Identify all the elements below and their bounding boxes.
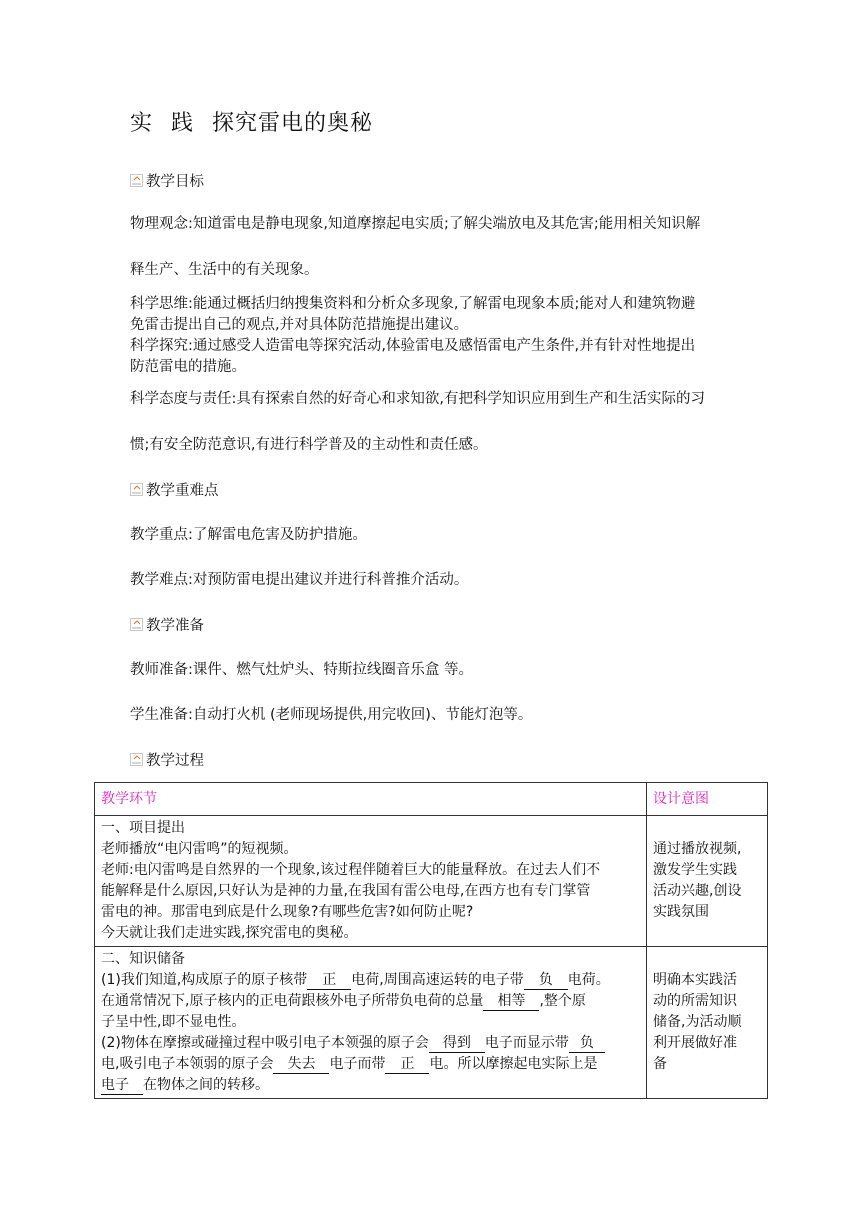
title-part-2: 践 [171,111,195,136]
small-document-icon [130,753,144,767]
key-point-focus: 教学重点:了解雷电危害及防护措施。 [130,527,367,543]
intent-cell-project [647,816,768,947]
header-stage [95,783,647,816]
fill-blank: 正 [307,971,351,990]
fill-blank: 负 [524,971,568,990]
intent-line: 利开展做好准 [653,1035,737,1051]
row-line: 老师:电闪雷鸣是自然界的一个现象,该过程伴随着巨大的能量释放。在过去人们不 [101,862,601,878]
table-row [95,947,768,1099]
intent-line: 备 [653,1056,667,1072]
table-header-row [95,783,768,816]
section-title-process: 教学过程 [146,753,204,769]
header-intent-label: 设计意图 [653,790,709,807]
row-line: 能解释是什么原因,只好认为是神的力量,在我国有雷公电母,在西方也有专门掌管 [101,883,591,899]
table-row [95,816,768,947]
text-segment: ,整个原 [539,993,586,1009]
row-line: 雷电的神。那雷电到底是什么现象?有哪些危害?如何防止呢? [101,904,474,920]
fill-blank: 得到 [429,1034,485,1053]
row-line [101,1075,640,1096]
teaching-process-table [94,782,768,1099]
title-part-3: 探究雷电的奥秘 [212,111,374,136]
page-title [130,106,373,137]
intent-cell-knowledge [647,947,768,1099]
intent-line: 实践氛围 [653,904,709,920]
intent-line: 激发学生实践 [653,862,737,878]
section-heading-process [130,749,204,770]
section-heading-key-points [130,479,219,500]
small-document-icon [130,483,144,497]
text-segment: 电。所以摩擦起电实际上是 [429,1056,598,1072]
title-part-1: 实 [130,111,154,136]
row-line [101,1033,640,1054]
intent-line: 通过播放视频, [653,841,742,857]
text-segment: 电荷,周围高速运转的电子带 [351,972,524,988]
text-segment: 电荷。 [567,972,610,988]
fill-blank: 负 [569,1034,605,1053]
row-line: 子呈中性,即不显电性。 [101,1014,246,1030]
row-line: 今天就让我们走进实践,探究雷电的奥秘。 [101,925,358,941]
section-title-key-points: 教学重难点 [146,483,219,499]
text-segment: 电,吸引电子本领弱的原子会 [101,1056,274,1072]
row-line: 老师播放“电闪雷鸣”的短视频。 [101,841,298,857]
goal-physics-line-2: 释生产、生活中的有关现象。 [130,262,319,278]
text-segment: 电子而显示带 [484,1035,569,1051]
row-line [101,970,640,991]
preparation-teacher: 教师准备:课件、燃气灶炉头、特斯拉线圈音乐盒 等。 [130,662,473,678]
fill-blank: 电子 [101,1076,143,1095]
small-document-icon [130,618,144,632]
text-segment: (1)我们知道,构成原子的原子核带 [101,972,308,988]
text-segment: 在物体之间的转移。 [143,1077,269,1093]
goal-thinking-line-2: 免雷击提出自己的观点,并对具体防范措施提出建议。 [130,317,469,333]
section-heading-goals [130,170,204,191]
row-line [101,991,640,1012]
goal-attitude-line-1: 科学态度与责任:具有探索自然的好奇心和求知欲,有把科学知识应用到生产和生活实际的习 [130,391,705,407]
intent-line: 明确本实践活 [653,972,737,988]
small-document-icon [130,174,144,188]
stage-cell-project [95,816,647,947]
preparation-student: 学生准备:自动打火机 (老师现场提供,用完收回)、节能灯泡等。 [130,707,533,723]
header-intent [647,783,768,816]
section-title-goals: 教学目标 [146,174,204,190]
row-line [101,1054,640,1075]
goal-physics-line-1: 物理观念:知道雷电是静电现象,知道摩擦起电实质;了解尖端放电及其危害;能用相关知识解 [130,216,701,232]
section-heading-preparation [130,614,204,635]
text-segment: (2)物体在摩擦或碰撞过程中吸引电子本领强的原子会 [101,1035,429,1051]
text-segment: 在通常情况下,原子核内的正电荷跟核外电子所带负电荷的总量 [101,993,484,1009]
stage-cell-knowledge [95,947,647,1099]
goal-thinking-line-1: 科学思维:能通过概括归纳搜集资料和分析众多现象,了解雷电现象本质;能对人和建筑物避 [130,296,696,312]
text-segment: 电子而带 [329,1056,386,1072]
goal-inquiry-line-1: 科学探究:通过感受人造雷电等探究活动,体验雷电及感悟雷电产生条件,并有针对性地提出 [130,338,696,354]
row-title: 二、知识储备 [101,951,185,967]
intent-line: 储备,为活动顺 [653,1014,742,1030]
row-title: 一、项目提出 [101,820,185,836]
fill-blank: 相等 [483,992,539,1011]
intent-line: 动的所需知识 [653,993,737,1009]
header-stage-label: 教学环节 [101,790,157,807]
section-title-preparation: 教学准备 [146,618,204,634]
fill-blank: 正 [385,1055,429,1074]
goal-attitude-line-2: 惯;有安全防范意识,有进行科学普及的主动性和责任感。 [130,437,488,453]
key-point-difficulty: 教学难点:对预防雷电提出建议并进行科普推介活动。 [130,572,469,588]
goal-inquiry-line-2: 防范雷电的措施。 [130,359,246,375]
fill-blank: 失去 [273,1055,329,1074]
intent-line: 活动兴趣,创设 [653,883,742,899]
